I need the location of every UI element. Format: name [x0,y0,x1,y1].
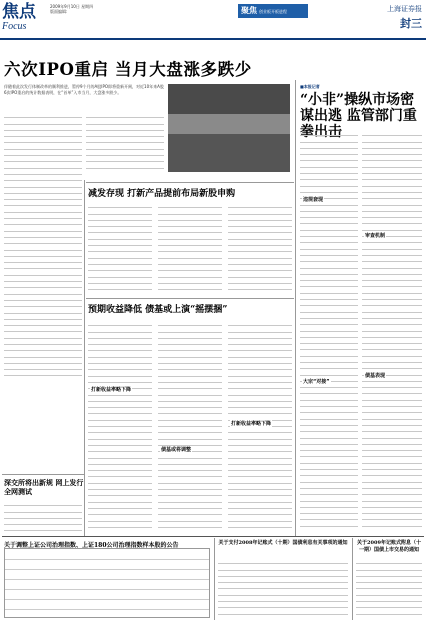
notice-3-body [356,558,422,618]
column-divider-1 [84,180,85,536]
subheading-2: 债基或将调整 [161,447,192,453]
section-label [2,3,48,32]
badge-label: 聚焦 [241,6,257,15]
bottom-left-column [4,500,82,534]
badge-sub: 创业板开板进程 [259,9,287,14]
notice-1-title: 关于调整上证公司治理指数、上证180公司治理指数样本股的公告 [4,542,179,549]
bottom-left-divider [2,474,84,475]
notice-2-title: 关于支付2008年记账式（十期）国债利息有关事项的通知 [218,540,348,546]
right-col-a [300,130,358,530]
main-headline: 六次IPO重启 当月大盘涨多跌少 [4,60,252,79]
article2-col-b [158,320,222,532]
article-column-1 [4,112,82,382]
trading-floor-photo [168,84,290,172]
focus-badge [238,4,308,18]
section-title: 焦点 [2,2,36,22]
issue-date: 2009年9月10日 星期四 [50,4,94,9]
notice-divider [2,536,424,537]
article-column-2 [86,112,164,174]
issue-editor: 版面编辑: [50,9,68,14]
issue-info [50,4,230,14]
article-divider-2 [86,298,294,299]
article2-headline: 预期收益降低 债基或上演“摇摆捆” [88,305,228,315]
right-subhead-4: 债基表现 [365,373,386,379]
notice-divider-a [214,538,215,620]
section-title-en: Focus [2,21,27,32]
right-article-headline: “小非”操纵市场密谋出逃 监管部门重拳出击 [300,92,417,140]
masthead-right [387,4,422,31]
right-article-tag: ■本报记者 [300,84,320,89]
notice-3-title: 关于2009年记账式附息（十一期）国债上市交易的通知 [357,540,421,553]
notice-2-body [218,558,348,618]
article-divider-1 [86,182,294,183]
column-divider-2 [295,80,296,536]
article1-col-b [158,202,222,292]
right-subhead-3: 大宗“对接” [303,379,330,385]
right-subhead-1: 违规套现 [303,197,324,203]
bottom-left-headline: 深交所将出新规 网上发行全网测试 [4,478,84,496]
subheading-1: 打新收益率略下降 [91,387,132,393]
lede-paragraph: 伴随着此次发行体制改革的顺利推进，暂停9个月的A股IPO即将重新开闸，对近10年来A股6次IPO重启的统计数据表明，在“首单”入市当月，大盘涨多跌少。 [4,84,164,96]
paper-name: 上海证券报 [387,5,422,13]
subheading-3: 打新收益率略下降 [231,421,272,427]
notice-1-table [4,548,210,618]
masthead [0,0,426,40]
article2-col-a [88,320,152,532]
notice-divider-b [352,538,353,620]
right-subhead-2: 审查机制 [365,233,386,239]
right-col-b [362,130,422,530]
edition-label: 封三 [400,17,422,30]
article1-headline: 减发存现 打新产品提前布局新股申购 [88,189,236,199]
article1-col-c [228,202,292,292]
article1-col-a [88,202,152,292]
